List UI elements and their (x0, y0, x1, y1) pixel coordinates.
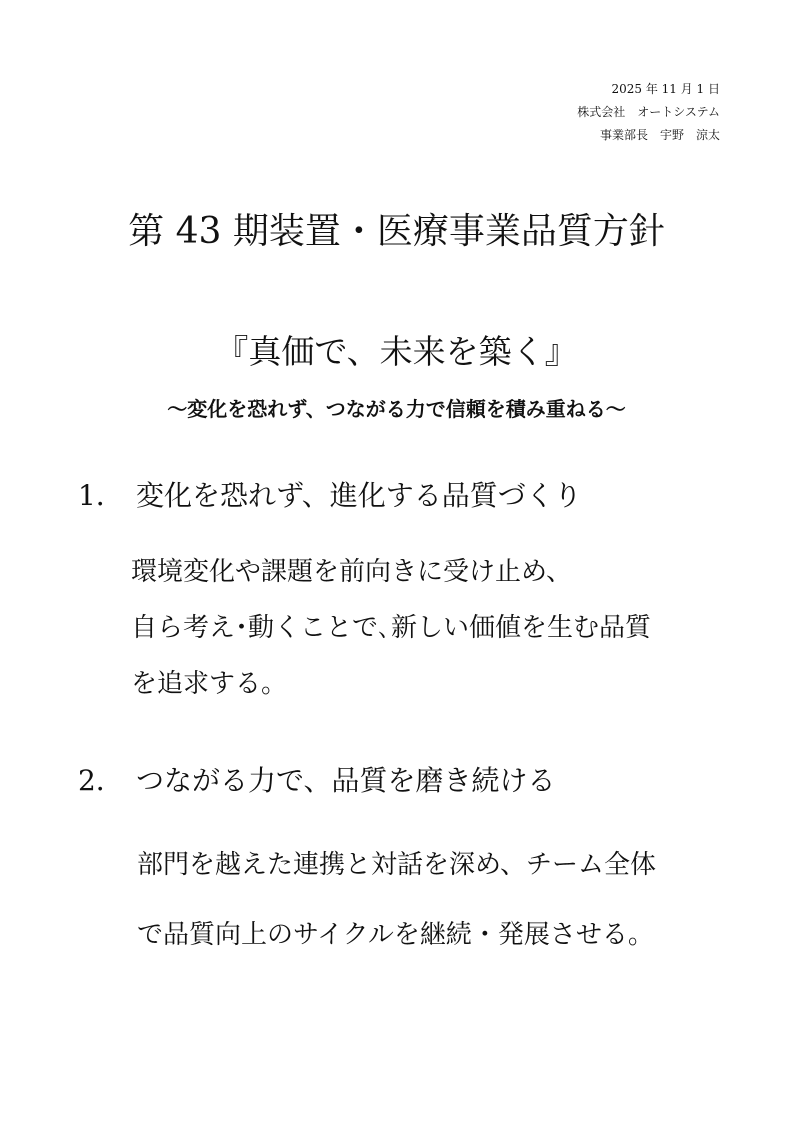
document-title: 第 43 期装置・医療事業品質方針 (128, 211, 665, 252)
policy-number-2: 2． (78, 764, 124, 797)
policy-title-1: 変化を恐れず、進化する品質づくり (136, 479, 582, 512)
policy-2-line-2: で品質向上のサイクルを継続・発展させる。 (137, 920, 654, 950)
policy-1-line-1: 環境変化や課題を前向きに受け止め、 (131, 557, 572, 587)
policy-number-1: 1． (78, 479, 124, 512)
policy-title-2: つながる力で、品質を磨き続ける (136, 764, 556, 797)
policy-1-line-2: 自ら考え･動くことで､新しい価値を生む品質 (131, 613, 652, 643)
subslogan: ～変化を恐れず、つながる力で信頼を積み重ねる～ (167, 397, 626, 421)
policy-1-line-3: を追求する。 (131, 669, 288, 699)
issue-date: 2025 年 11 月 1 日 (611, 82, 720, 96)
slogan: 『真価で、未来を築く』 (215, 332, 578, 371)
document-header (577, 78, 720, 147)
policy-heading-1 (78, 476, 582, 516)
policy-heading-2 (78, 761, 555, 801)
policy-2-line-1: 部門を越えた連携と対話を深め、チーム全体 (137, 850, 656, 880)
policy-body-2 (137, 830, 656, 970)
company-name: 株式会社 オートシステム (577, 105, 720, 119)
policy-body-1 (131, 544, 651, 712)
author-name: 事業部長 宇野 涼太 (599, 128, 720, 142)
